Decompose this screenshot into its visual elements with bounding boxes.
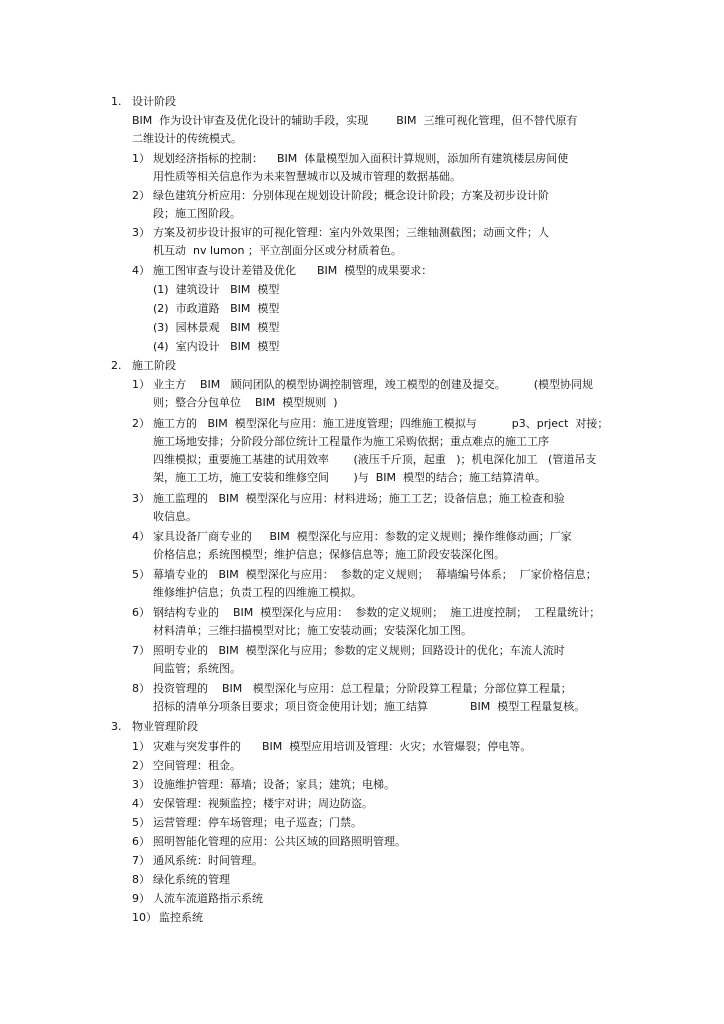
item-number: 1） xyxy=(132,152,150,165)
sub-item: (3) 园林景观 BIM 模型 xyxy=(153,321,280,334)
item-number: 3） xyxy=(132,226,150,239)
item-line: 幕墙专业的 BIM 模型深化与应用： 参数的定义规则； 幕墙编号体系； 厂家价格信息； xyxy=(153,568,597,581)
item-line: 人流车流道路指示系统 xyxy=(153,892,263,905)
item-line: 家具设备厂商专业的 BIM 模型深化与应用：参数的定义规则；操作维修动画；厂家 xyxy=(153,530,572,543)
item-line: 照明专业的 BIM 模型深化与应用；参数的定义规则；回路设计的优化；车流人流时 xyxy=(153,644,565,657)
paragraph-line: BIM 作为设计审查及优化设计的辅助手段，实现 BIM 三维可视化管理，但不替代原有 xyxy=(132,114,578,127)
item-number: 1） xyxy=(132,378,150,391)
item-line: 规划经济指标的控制： BIM 体量模型加入面积计算规则，添加所有建筑楼层房间使 xyxy=(153,152,569,165)
item-number: 4） xyxy=(132,264,150,277)
item-number: 5） xyxy=(132,816,150,829)
item-number: 6） xyxy=(132,835,150,848)
item-line: 钢结构专业的 BIM 模型深化与应用： 参数的定义规则； 施工进度控制； 工程量统计； xyxy=(153,606,601,619)
item-line: 绿化系统的管理 xyxy=(153,873,230,886)
item-line: 通风系统：时间管理。 xyxy=(153,854,263,867)
item-line: 投资管理的 BIM 模型深化与应用：总工程量；分阶段算工程量；分部位算工程量； xyxy=(153,682,572,695)
item-number: 3） xyxy=(132,778,150,791)
section-number: 1. xyxy=(111,95,122,108)
item-number: 9） xyxy=(132,892,150,905)
section-title: 施工阶段 xyxy=(132,359,176,372)
item-line: 照明智能化管理的应用：公共区域的回路照明管理。 xyxy=(153,835,406,848)
item-line: 架，施工工坊，施工安装和维修空间 )与 BIM 模型的结合；施工结算清单。 xyxy=(153,471,547,484)
item-line: 安保管理：视频监控；楼宇对讲；周边防盗。 xyxy=(153,797,373,810)
item-line: 运营管理：停车场管理；电子巡查；门禁。 xyxy=(153,816,362,829)
item-number: 3） xyxy=(132,492,150,505)
item-number: 6） xyxy=(132,606,150,619)
item-line: 灾难与突发事件的 BIM 模型应用培训及管理：火灾；水管爆裂；停电等。 xyxy=(153,740,532,753)
section-number: 2. xyxy=(111,359,122,372)
item-line: 机互动 nv lumon ；平立剖面分区或分材质着色。 xyxy=(153,244,402,257)
item-number: 2） xyxy=(132,189,150,202)
item-line: 维修维护信息；负责工程的四维施工模拟。 xyxy=(153,586,362,599)
item-line: 四维模拟；重要施工基建的试用效率 (液压千斤顶，起重 )；机电深化加工 (管道吊支 xyxy=(153,453,597,466)
section-title: 设计阶段 xyxy=(132,95,176,108)
item-number: 5） xyxy=(132,568,150,581)
item-line: 施工图审查与设计差错及优化 BIM 模型的成果要求： xyxy=(153,264,433,277)
item-line: 方案及初步设计报审的可视化管理：室内外效果图；三维轴测截图；动画文件；人 xyxy=(153,226,549,239)
item-line: 间监管；系统图。 xyxy=(153,662,241,675)
item-line: 施工方的 BIM 模型深化与应用：施工进度管理；四维施工模拟与 p3、prject 对接； xyxy=(153,417,609,430)
sub-item: (1) 建筑设计 BIM 模型 xyxy=(153,283,280,296)
item-line: 业主方 BIM 顾问团队的模型协调控制管理，竣工模型的创建及提交。 (模型协同规 xyxy=(153,378,594,391)
item-line: 设施维护管理：幕墙；设备；家具；建筑；电梯。 xyxy=(153,778,395,791)
item-line: 材料清单；三维扫描模型对比；施工安装动画；安装深化加工图。 xyxy=(153,624,472,637)
item-line: 段；施工图阶段。 xyxy=(153,207,241,220)
item-line: 则；整合分包单位 BIM 模型规则 ) xyxy=(153,396,338,409)
item-line: 施工监理的 BIM 模型深化与应用：材料进场；施工工艺；设备信息；施工检查和验 xyxy=(153,492,565,505)
sub-item: (4) 室内设计 BIM 模型 xyxy=(153,340,280,353)
item-number: 4） xyxy=(132,530,150,543)
sub-item: (2) 市政道路 BIM 模型 xyxy=(153,302,280,315)
item-line: 收信息。 xyxy=(153,510,197,523)
item-line: 监控系统 xyxy=(159,911,203,924)
item-number: 2） xyxy=(132,759,150,772)
item-number: 2） xyxy=(132,417,150,430)
item-line: 价格信息；系统图模型；维护信息；保修信息等；施工阶段安装深化图。 xyxy=(153,548,505,561)
item-number: 7） xyxy=(132,644,150,657)
item-number: 1） xyxy=(132,740,150,753)
section-number: 3. xyxy=(111,720,122,733)
paragraph-line: 二维设计的传统模式。 xyxy=(132,132,242,145)
item-line: 绿色建筑分析应用：分别体现在规划设计阶段；概念设计阶段；方案及初步设计阶 xyxy=(153,189,549,202)
item-line: 招标的清单分项条目要求；项目资金使用计划；施工结算 BIM 模型工程量复核。 xyxy=(153,700,586,713)
item-number: 8） xyxy=(132,682,150,695)
item-number: 10） xyxy=(132,911,157,924)
item-line: 空间管理：租金。 xyxy=(153,759,241,772)
item-line: 施工场地安排；分阶段分部位统计工程量作为施工采购依据；重点难点的施工工序 xyxy=(153,435,549,448)
section-title: 物业管理阶段 xyxy=(132,720,198,733)
item-number: 4） xyxy=(132,797,150,810)
item-number: 7） xyxy=(132,854,150,867)
item-line: 用性质等相关信息作为未来智慧城市以及城市管理的数据基础。 xyxy=(153,170,461,183)
item-number: 8） xyxy=(132,873,150,886)
